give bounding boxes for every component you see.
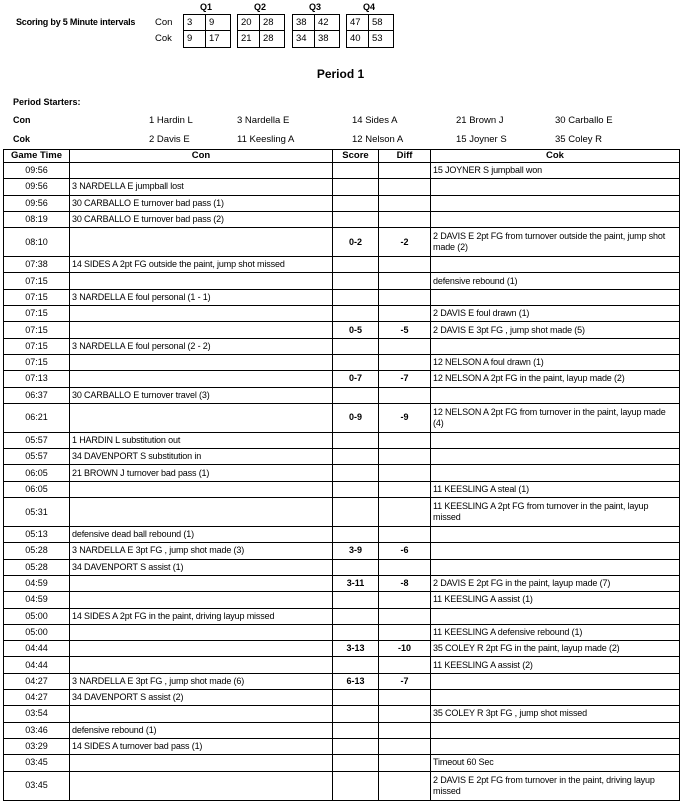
starter-con-1: 1 Hardin L bbox=[149, 115, 193, 126]
play-con: 3 NARDELLA E foul personal (2 - 2) bbox=[70, 338, 333, 354]
play-diff bbox=[379, 498, 431, 527]
header-score: Score bbox=[333, 150, 379, 163]
play-score: 3-9 bbox=[333, 543, 379, 559]
header-con: Con bbox=[70, 150, 333, 163]
starters-title: Period Starters: bbox=[13, 97, 81, 107]
starter-cok-5: 35 Coley R bbox=[555, 134, 602, 145]
interval-team-cok: Cok bbox=[155, 33, 172, 44]
interval-score-cok: 38 bbox=[318, 33, 329, 44]
play-con: 34 DAVENPORT S assist (2) bbox=[70, 690, 333, 706]
play-score bbox=[333, 289, 379, 305]
table-row bbox=[4, 657, 680, 673]
play-score bbox=[333, 432, 379, 448]
play-diff bbox=[379, 163, 431, 179]
play-con: 34 DAVENPORT S substitution in bbox=[70, 449, 333, 465]
play-diff bbox=[379, 624, 431, 640]
play-diff bbox=[379, 481, 431, 497]
play-time: 07:15 bbox=[4, 289, 70, 305]
play-con: 30 CARBALLO E turnover travel (3) bbox=[70, 387, 333, 403]
table-row bbox=[4, 608, 680, 624]
play-cok: 2 DAVIS E 2pt FG from turnover outside the paint, jump shot made (2) bbox=[431, 228, 680, 257]
play-cok bbox=[431, 673, 680, 689]
table-row bbox=[4, 306, 680, 322]
play-con bbox=[70, 403, 333, 432]
play-cok: 12 NELSON A 2pt FG in the paint, layup made (2) bbox=[431, 371, 680, 387]
play-diff bbox=[379, 338, 431, 354]
play-cok: 35 COLEY R 3pt FG , jump shot missed bbox=[431, 706, 680, 722]
starters-team-cok: Cok bbox=[13, 134, 31, 144]
play-con: 3 NARDELLA E 3pt FG , jump shot made (3) bbox=[70, 543, 333, 559]
play-con: defensive dead ball rebound (1) bbox=[70, 527, 333, 543]
table-row bbox=[4, 228, 680, 257]
play-time: 04:44 bbox=[4, 657, 70, 673]
table-row bbox=[4, 481, 680, 497]
play-score bbox=[333, 257, 379, 273]
play-cok bbox=[431, 289, 680, 305]
play-time: 06:05 bbox=[4, 465, 70, 481]
starter-cok-3: 12 Nelson A bbox=[352, 134, 404, 145]
play-cok bbox=[431, 449, 680, 465]
play-time: 04:27 bbox=[4, 673, 70, 689]
play-con bbox=[70, 624, 333, 640]
play-con bbox=[70, 481, 333, 497]
interval-score-cok: 40 bbox=[347, 31, 369, 47]
play-by-play-table bbox=[3, 149, 680, 801]
play-con bbox=[70, 228, 333, 257]
play-time: 05:00 bbox=[4, 608, 70, 624]
table-row bbox=[4, 338, 680, 354]
table-row bbox=[4, 289, 680, 305]
play-diff: -5 bbox=[379, 322, 431, 338]
play-diff bbox=[379, 449, 431, 465]
interval-score-con: 42 bbox=[315, 15, 339, 31]
play-diff bbox=[379, 690, 431, 706]
quarter-header: Q2 bbox=[253, 2, 266, 12]
play-cok bbox=[431, 722, 680, 738]
quarter-score-box bbox=[237, 14, 285, 48]
play-con: 3 NARDELLA E jumpball lost bbox=[70, 179, 333, 195]
play-con bbox=[70, 498, 333, 527]
play-time: 03:45 bbox=[4, 771, 70, 800]
play-score bbox=[333, 608, 379, 624]
play-time: 07:15 bbox=[4, 338, 70, 354]
play-diff bbox=[379, 273, 431, 289]
play-cok: 11 KEESLING A defensive rebound (1) bbox=[431, 624, 680, 640]
play-time: 05:28 bbox=[4, 559, 70, 575]
play-con bbox=[70, 592, 333, 608]
play-score bbox=[333, 527, 379, 543]
play-cok: 2 DAVIS E 2pt FG in the paint, layup made (7) bbox=[431, 575, 680, 591]
interval-score-con: 20 bbox=[238, 15, 260, 31]
play-diff bbox=[379, 306, 431, 322]
play-score bbox=[333, 338, 379, 354]
play-con: 14 SIDES A 2pt FG in the paint, driving layup missed bbox=[70, 608, 333, 624]
play-score bbox=[333, 481, 379, 497]
table-row bbox=[4, 465, 680, 481]
play-score bbox=[333, 722, 379, 738]
play-diff bbox=[379, 257, 431, 273]
play-diff bbox=[379, 738, 431, 754]
play-score: 0-2 bbox=[333, 228, 379, 257]
play-score bbox=[333, 690, 379, 706]
play-cok: 11 KEESLING A 2pt FG from turnover in the paint, layup missed bbox=[431, 498, 680, 527]
play-cok bbox=[431, 387, 680, 403]
starter-con-5: 30 Carballo E bbox=[555, 115, 613, 126]
table-row bbox=[4, 195, 680, 211]
interval-score-cok: 28 bbox=[263, 33, 274, 44]
play-score bbox=[333, 755, 379, 771]
play-score bbox=[333, 624, 379, 640]
table-row bbox=[4, 322, 680, 338]
table-row bbox=[4, 179, 680, 195]
play-diff bbox=[379, 755, 431, 771]
table-row bbox=[4, 690, 680, 706]
play-score bbox=[333, 498, 379, 527]
header-cok: Cok bbox=[431, 150, 680, 163]
play-con bbox=[70, 641, 333, 657]
play-cok: 2 DAVIS E 2pt FG from turnover in the paint, driving layup missed bbox=[431, 771, 680, 800]
header-game-time: Game Time bbox=[4, 150, 70, 163]
play-score bbox=[333, 559, 379, 575]
play-cok bbox=[431, 338, 680, 354]
play-con bbox=[70, 755, 333, 771]
play-cok: 12 NELSON A 2pt FG from turnover in the paint, layup made (4) bbox=[431, 403, 680, 432]
play-time: 09:56 bbox=[4, 179, 70, 195]
play-score bbox=[333, 211, 379, 227]
play-time: 04:44 bbox=[4, 641, 70, 657]
play-time: 07:15 bbox=[4, 354, 70, 370]
interval-score-cok: 34 bbox=[293, 31, 315, 47]
table-row bbox=[4, 449, 680, 465]
play-score: 0-9 bbox=[333, 403, 379, 432]
play-diff: -7 bbox=[379, 673, 431, 689]
play-score bbox=[333, 195, 379, 211]
play-time: 06:05 bbox=[4, 481, 70, 497]
play-cok bbox=[431, 738, 680, 754]
play-time: 05:00 bbox=[4, 624, 70, 640]
table-row bbox=[4, 354, 680, 370]
play-diff: -8 bbox=[379, 575, 431, 591]
play-score: 6-13 bbox=[333, 673, 379, 689]
play-diff bbox=[379, 387, 431, 403]
interval-score-cok: 21 bbox=[238, 31, 260, 47]
table-row bbox=[4, 211, 680, 227]
table-row bbox=[4, 673, 680, 689]
quarter-score-box bbox=[183, 14, 231, 48]
play-cok: 35 COLEY R 2pt FG in the paint, layup made (2) bbox=[431, 641, 680, 657]
table-row bbox=[4, 543, 680, 559]
play-time: 05:31 bbox=[4, 498, 70, 527]
play-cok bbox=[431, 179, 680, 195]
interval-score-con: 47 bbox=[347, 15, 369, 31]
play-con: 30 CARBALLO E turnover bad pass (1) bbox=[70, 195, 333, 211]
play-con bbox=[70, 706, 333, 722]
play-time: 08:10 bbox=[4, 228, 70, 257]
starter-cok-1: 2 Davis E bbox=[149, 134, 190, 145]
play-diff bbox=[379, 608, 431, 624]
play-cok bbox=[431, 543, 680, 559]
play-time: 09:56 bbox=[4, 195, 70, 211]
play-score bbox=[333, 306, 379, 322]
play-cok bbox=[431, 195, 680, 211]
play-cok bbox=[431, 257, 680, 273]
table-row bbox=[4, 592, 680, 608]
play-cok bbox=[431, 559, 680, 575]
interval-score-cok: 9 bbox=[184, 31, 206, 47]
play-cok: defensive rebound (1) bbox=[431, 273, 680, 289]
play-con: 3 NARDELLA E 3pt FG , jump shot made (6) bbox=[70, 673, 333, 689]
play-con bbox=[70, 657, 333, 673]
play-cok: 11 KEESLING A assist (1) bbox=[431, 592, 680, 608]
play-score bbox=[333, 273, 379, 289]
play-score bbox=[333, 449, 379, 465]
play-cok: 15 JOYNER S jumpball won bbox=[431, 163, 680, 179]
page-title: Period 1 bbox=[316, 67, 365, 81]
table-row bbox=[4, 527, 680, 543]
interval-score-cok: 53 bbox=[372, 33, 383, 44]
play-time: 04:59 bbox=[4, 575, 70, 591]
table-row bbox=[4, 163, 680, 179]
table-row bbox=[4, 771, 680, 800]
play-diff bbox=[379, 706, 431, 722]
play-con: 3 NARDELLA E foul personal (1 - 1) bbox=[70, 289, 333, 305]
interval-score-con: 28 bbox=[260, 15, 284, 31]
play-score bbox=[333, 592, 379, 608]
table-row bbox=[4, 722, 680, 738]
play-cok: 11 KEESLING A assist (2) bbox=[431, 657, 680, 673]
table-row bbox=[4, 257, 680, 273]
table-row bbox=[4, 559, 680, 575]
starter-con-4: 21 Brown J bbox=[456, 115, 504, 126]
play-con bbox=[70, 354, 333, 370]
play-con bbox=[70, 273, 333, 289]
play-con bbox=[70, 306, 333, 322]
play-time: 03:46 bbox=[4, 722, 70, 738]
table-row bbox=[4, 432, 680, 448]
play-score: 0-5 bbox=[333, 322, 379, 338]
play-score bbox=[333, 706, 379, 722]
interval-team-con: Con bbox=[155, 17, 173, 28]
play-cok bbox=[431, 608, 680, 624]
starters-team-con: Con bbox=[13, 115, 31, 125]
play-diff bbox=[379, 722, 431, 738]
play-time: 07:15 bbox=[4, 322, 70, 338]
play-con bbox=[70, 371, 333, 387]
play-time: 05:28 bbox=[4, 543, 70, 559]
play-score bbox=[333, 657, 379, 673]
play-cok: 2 DAVIS E 3pt FG , jump shot made (5) bbox=[431, 322, 680, 338]
table-row bbox=[4, 624, 680, 640]
play-con: 34 DAVENPORT S assist (1) bbox=[70, 559, 333, 575]
play-time: 09:56 bbox=[4, 163, 70, 179]
play-cok bbox=[431, 690, 680, 706]
play-diff bbox=[379, 179, 431, 195]
play-cok bbox=[431, 211, 680, 227]
play-score bbox=[333, 179, 379, 195]
interval-score-con: 38 bbox=[293, 15, 315, 31]
play-con: 1 HARDIN L substitution out bbox=[70, 432, 333, 448]
play-diff bbox=[379, 289, 431, 305]
quarter-header: Q3 bbox=[308, 2, 321, 12]
play-con: 30 CARBALLO E turnover bad pass (2) bbox=[70, 211, 333, 227]
starter-cok-4: 15 Joyner S bbox=[456, 134, 507, 145]
interval-score-cok: 17 bbox=[209, 33, 220, 44]
interval-score-con: 9 bbox=[206, 15, 230, 31]
play-score bbox=[333, 354, 379, 370]
starter-con-2: 3 Nardella E bbox=[237, 115, 290, 126]
starter-cok-2: 11 Keesling A bbox=[237, 134, 295, 145]
play-cok: 11 KEESLING A steal (1) bbox=[431, 481, 680, 497]
table-row bbox=[4, 403, 680, 432]
play-con bbox=[70, 163, 333, 179]
play-time: 03:29 bbox=[4, 738, 70, 754]
play-diff bbox=[379, 527, 431, 543]
play-cok bbox=[431, 465, 680, 481]
play-con bbox=[70, 322, 333, 338]
play-score bbox=[333, 387, 379, 403]
table-row bbox=[4, 498, 680, 527]
play-time: 04:27 bbox=[4, 690, 70, 706]
play-score bbox=[333, 738, 379, 754]
quarter-score-box bbox=[346, 14, 394, 48]
play-con bbox=[70, 575, 333, 591]
play-time: 05:57 bbox=[4, 449, 70, 465]
play-con: 14 SIDES A 2pt FG outside the paint, jump shot missed bbox=[70, 257, 333, 273]
play-diff bbox=[379, 354, 431, 370]
play-con: 14 SIDES A turnover bad pass (1) bbox=[70, 738, 333, 754]
play-score: 3-11 bbox=[333, 575, 379, 591]
interval-score-con: 58 bbox=[369, 15, 393, 31]
play-cok: 2 DAVIS E foul drawn (1) bbox=[431, 306, 680, 322]
play-diff: -7 bbox=[379, 371, 431, 387]
table-row bbox=[4, 706, 680, 722]
play-time: 08:19 bbox=[4, 211, 70, 227]
play-time: 07:38 bbox=[4, 257, 70, 273]
play-diff bbox=[379, 592, 431, 608]
table-row bbox=[4, 738, 680, 754]
play-diff bbox=[379, 195, 431, 211]
play-cok: 12 NELSON A foul drawn (1) bbox=[431, 354, 680, 370]
table-row bbox=[4, 371, 680, 387]
quarter-header: Q1 bbox=[199, 2, 212, 12]
play-diff bbox=[379, 432, 431, 448]
play-con: 21 BROWN J turnover bad pass (1) bbox=[70, 465, 333, 481]
play-cok bbox=[431, 432, 680, 448]
quarter-header: Q4 bbox=[362, 2, 375, 12]
play-diff bbox=[379, 465, 431, 481]
play-diff: -10 bbox=[379, 641, 431, 657]
play-time: 07:15 bbox=[4, 306, 70, 322]
play-time: 05:13 bbox=[4, 527, 70, 543]
play-con: defensive rebound (1) bbox=[70, 722, 333, 738]
play-time: 07:15 bbox=[4, 273, 70, 289]
play-score: 3-13 bbox=[333, 641, 379, 657]
play-diff: -9 bbox=[379, 403, 431, 432]
play-time: 03:45 bbox=[4, 755, 70, 771]
play-time: 03:54 bbox=[4, 706, 70, 722]
play-score bbox=[333, 771, 379, 800]
play-diff bbox=[379, 771, 431, 800]
interval-label: Scoring by 5 Minute intervals bbox=[16, 17, 136, 27]
table-row bbox=[4, 387, 680, 403]
play-con bbox=[70, 771, 333, 800]
table-row bbox=[4, 641, 680, 657]
play-score: 0-7 bbox=[333, 371, 379, 387]
play-diff bbox=[379, 657, 431, 673]
play-time: 07:13 bbox=[4, 371, 70, 387]
play-time: 06:37 bbox=[4, 387, 70, 403]
play-diff: -6 bbox=[379, 543, 431, 559]
table-row bbox=[4, 755, 680, 771]
play-time: 06:21 bbox=[4, 403, 70, 432]
table-row bbox=[4, 575, 680, 591]
play-diff bbox=[379, 211, 431, 227]
quarter-score-box bbox=[292, 14, 340, 48]
play-diff bbox=[379, 559, 431, 575]
header-diff: Diff bbox=[379, 150, 431, 163]
play-cok: Timeout 60 Sec bbox=[431, 755, 680, 771]
play-time: 04:59 bbox=[4, 592, 70, 608]
interval-score-con: 3 bbox=[184, 15, 206, 31]
starter-con-3: 14 Sides A bbox=[352, 115, 398, 126]
table-row bbox=[4, 273, 680, 289]
play-score bbox=[333, 465, 379, 481]
play-diff: -2 bbox=[379, 228, 431, 257]
table-header-row bbox=[4, 150, 680, 163]
play-time: 05:57 bbox=[4, 432, 70, 448]
play-score bbox=[333, 163, 379, 179]
play-cok bbox=[431, 527, 680, 543]
